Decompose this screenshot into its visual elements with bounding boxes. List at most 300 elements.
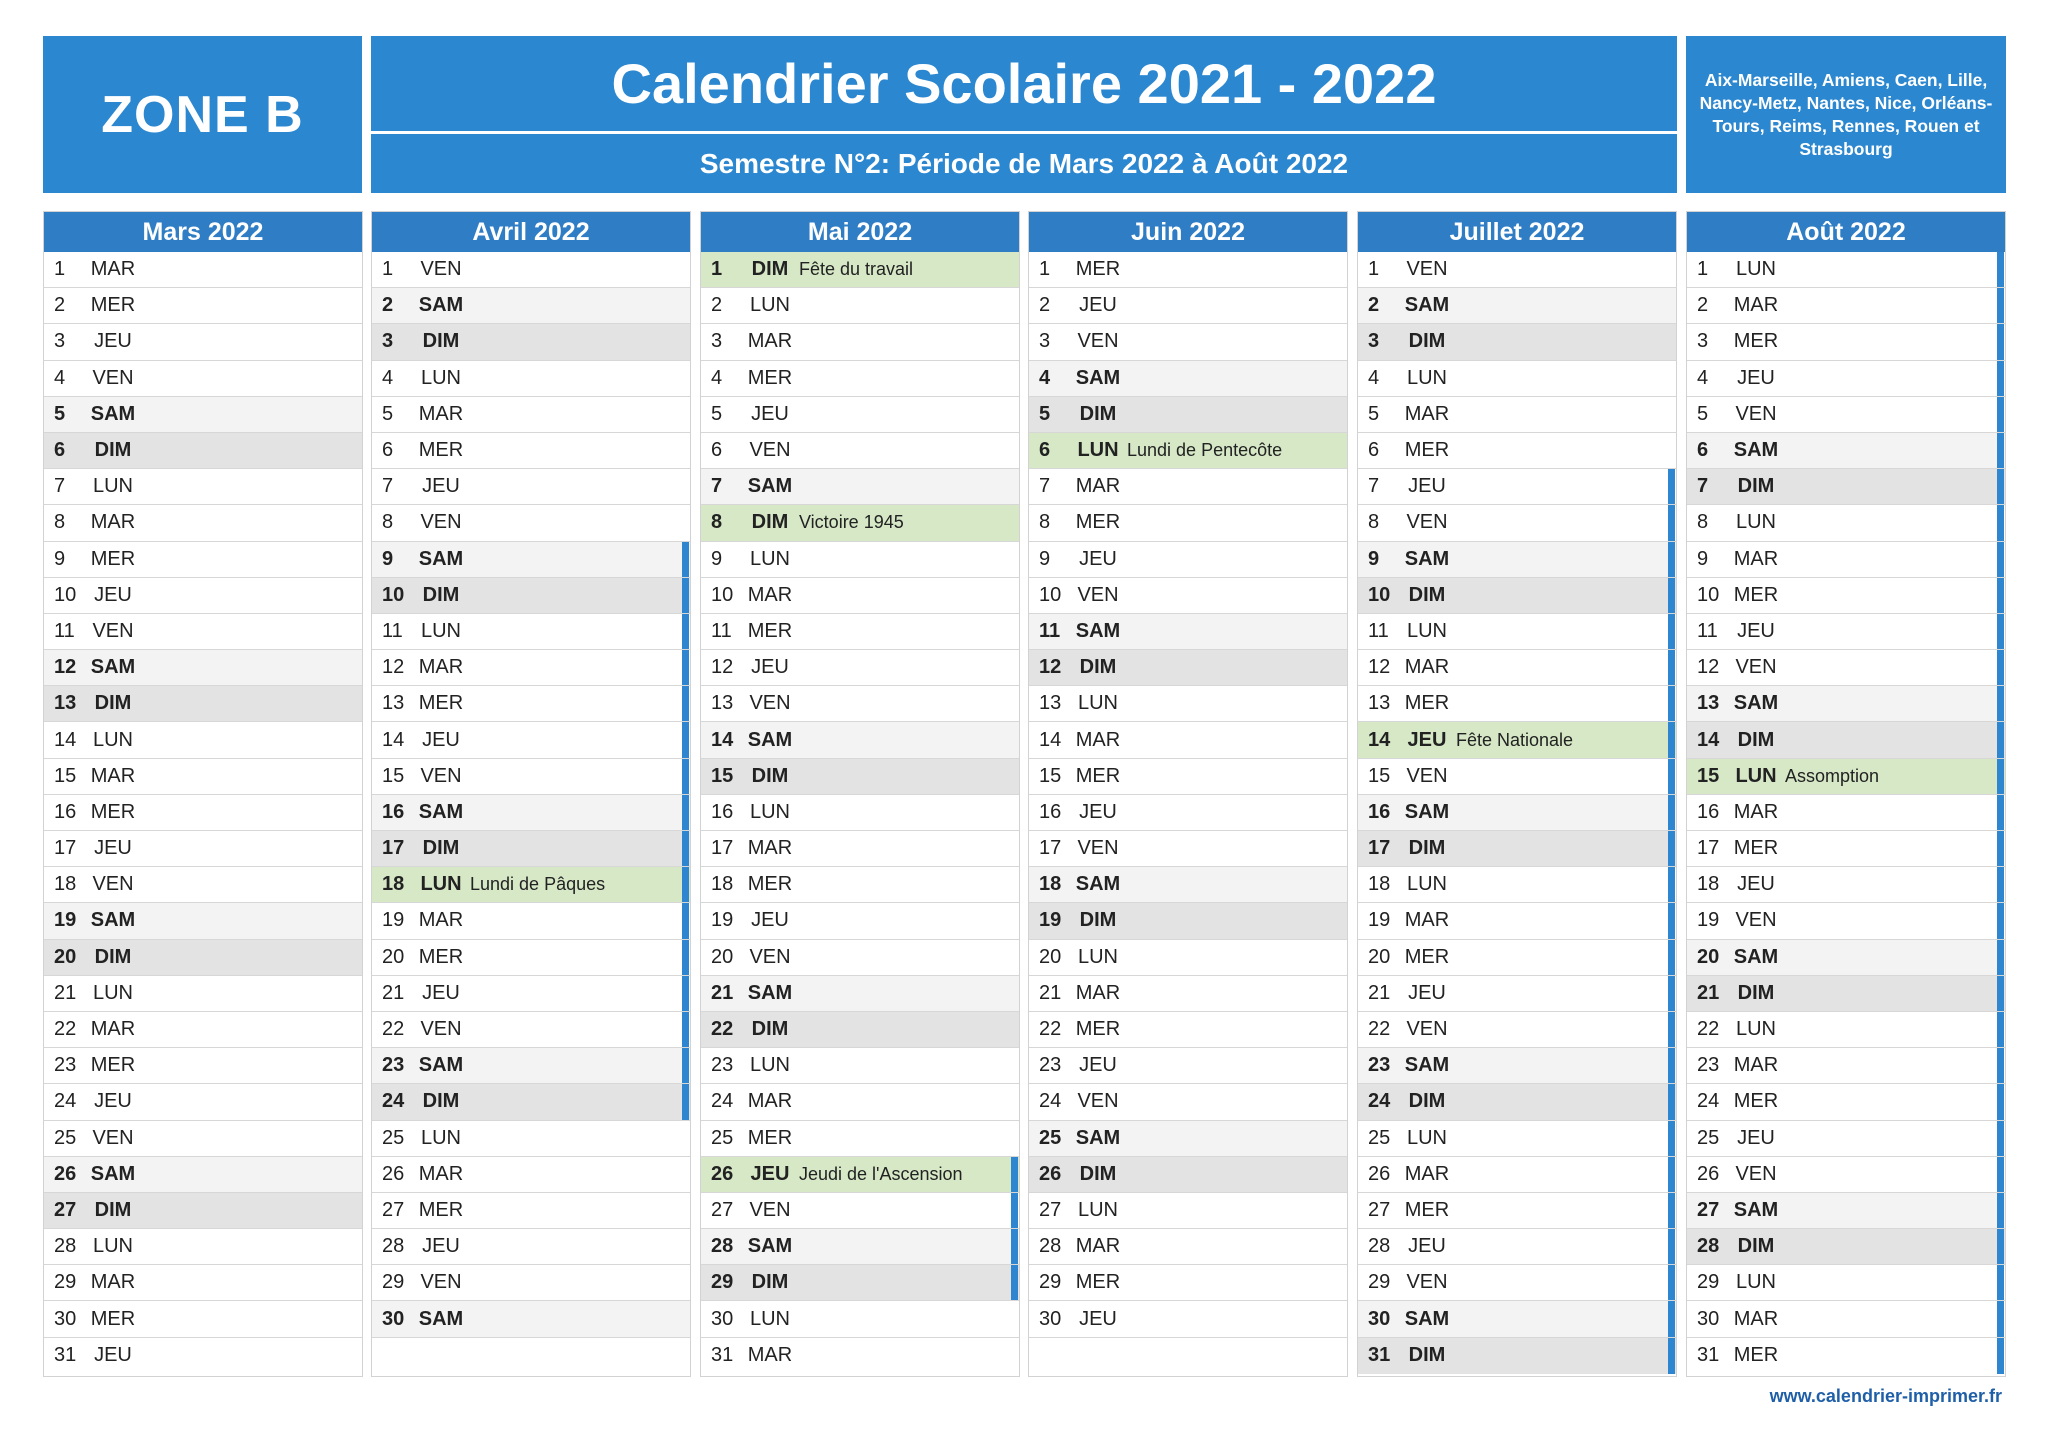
day-row: [1358, 433, 1676, 469]
day-row: [1029, 722, 1347, 758]
weekday-label: SAM: [1404, 294, 1450, 317]
day-row: [1687, 252, 2005, 288]
weekday-label: LUN: [749, 800, 790, 823]
day-row: [1358, 505, 1676, 541]
day-row: [1687, 759, 2005, 795]
day-number: 16: [1368, 800, 1391, 823]
weekday-label: LUN: [420, 619, 461, 642]
day-number: 22: [711, 1018, 734, 1041]
vacation-bar: [682, 903, 689, 938]
weekday-label: JEU: [751, 656, 789, 679]
weekday-label: MAR: [1733, 294, 1779, 317]
weekday-label: MAR: [418, 402, 464, 425]
day-number: 13: [382, 692, 405, 715]
day-number: 2: [711, 294, 723, 317]
vacation-bar: [682, 542, 689, 577]
day-number: 12: [1039, 656, 1062, 679]
day-row: [1029, 1157, 1347, 1193]
weekday-label: SAM: [747, 475, 793, 498]
weekday-label: JEU: [1079, 800, 1117, 823]
day-number: 21: [54, 981, 77, 1004]
vacation-bar: [682, 1084, 689, 1119]
weekday-label: DIM: [422, 837, 460, 860]
day-number: 9: [54, 547, 66, 570]
vacation-bar: [1997, 542, 2004, 577]
day-number: 24: [1368, 1090, 1391, 1113]
vacation-bar: [1668, 1265, 1675, 1300]
day-number: 15: [711, 764, 734, 787]
day-number: 14: [382, 728, 405, 751]
weekday-label: SAM: [1075, 1126, 1121, 1149]
month-header: Août 2022: [1687, 212, 2005, 252]
day-number: 13: [54, 692, 77, 715]
day-number: 21: [711, 981, 734, 1004]
day-number: 5: [1368, 402, 1380, 425]
vacation-bar: [1997, 795, 2004, 830]
day-row: [1029, 1265, 1347, 1301]
day-row: [44, 759, 362, 795]
page-subtitle: Semestre N°2: Période de Mars 2022 à Août 2022: [699, 147, 1349, 179]
weekday-label: MAR: [90, 1271, 136, 1294]
weekday-label: VEN: [92, 873, 134, 896]
vacation-bar: [1997, 469, 2004, 504]
weekday-label: JEU: [1737, 619, 1775, 642]
day-number: 24: [1039, 1090, 1062, 1113]
vacation-bar: [1668, 1048, 1675, 1083]
vacation-bar: [682, 686, 689, 721]
day-number: 1: [711, 258, 723, 281]
weekday-label: SAM: [418, 294, 464, 317]
day-number: 21: [1368, 981, 1391, 1004]
day-number: 27: [1039, 1198, 1062, 1221]
day-number: 17: [1697, 837, 1720, 860]
day-number: 3: [382, 330, 394, 353]
vacation-bar: [1668, 903, 1675, 938]
day-number: 29: [1697, 1271, 1720, 1294]
weekday-label: DIM: [1408, 1090, 1446, 1113]
weekday-label: MER: [1404, 945, 1450, 968]
day-row: [1029, 1048, 1347, 1084]
day-row: [372, 1157, 690, 1193]
day-row: [1358, 1012, 1676, 1048]
day-number: 10: [54, 583, 77, 606]
day-row: [44, 650, 362, 686]
day-number: 12: [54, 656, 77, 679]
day-row: [701, 397, 1019, 433]
day-row: [44, 614, 362, 650]
day-number: 9: [1039, 547, 1051, 570]
weekday-label: MAR: [1733, 547, 1779, 570]
weekday-label: MAR: [1404, 656, 1450, 679]
day-row: [44, 831, 362, 867]
day-row: [1358, 759, 1676, 795]
weekday-label: MAR: [1733, 1307, 1779, 1330]
weekday-label: MAR: [1075, 728, 1121, 751]
vacation-bar: [1997, 976, 2004, 1011]
day-row: [1358, 686, 1676, 722]
day-row: [1029, 759, 1347, 795]
page-title: Calendrier Scolaire 2021 - 2022: [371, 36, 1677, 134]
day-number: 30: [382, 1307, 405, 1330]
weekday-label: MAR: [90, 1018, 136, 1041]
day-row: [1358, 1193, 1676, 1229]
day-row: [372, 542, 690, 578]
day-row: [372, 831, 690, 867]
day-number: 18: [1039, 873, 1062, 896]
day-row: [1358, 542, 1676, 578]
day-number: 28: [1368, 1235, 1391, 1258]
day-number: 26: [1368, 1162, 1391, 1185]
day-number: 20: [1697, 945, 1720, 968]
weekday-label: MER: [1075, 764, 1121, 787]
day-row: [44, 976, 362, 1012]
day-number: 29: [711, 1271, 734, 1294]
vacation-bar: [682, 1048, 689, 1083]
day-row: [372, 1084, 690, 1120]
day-number: 11: [1368, 619, 1389, 642]
day-row: [1029, 324, 1347, 360]
weekday-label: SAM: [1733, 1198, 1779, 1221]
day-number: 13: [1368, 692, 1391, 715]
weekday-label: DIM: [1079, 1162, 1117, 1185]
vacation-bar: [1668, 614, 1675, 649]
weekday-label: MER: [90, 547, 136, 570]
weekday-label: JEU: [1408, 1235, 1446, 1258]
vacation-bar: [1997, 252, 2004, 287]
day-row: [701, 433, 1019, 469]
day-row: [44, 1265, 362, 1301]
day-number: 1: [54, 258, 66, 281]
day-row: [1358, 650, 1676, 686]
vacation-bar: [1668, 1338, 1675, 1374]
day-number: 16: [1039, 800, 1062, 823]
day-row: [1687, 650, 2005, 686]
day-row: [372, 433, 690, 469]
day-row: [372, 867, 690, 903]
vacation-bar: [1997, 940, 2004, 975]
day-number: 17: [382, 837, 405, 860]
weekday-label: SAM: [747, 1235, 793, 1258]
day-number: 22: [1039, 1018, 1062, 1041]
holiday-label: Fête du travail: [799, 259, 914, 280]
day-row: [44, 1301, 362, 1337]
holiday-label: Jeudi de l'Ascension: [799, 1163, 963, 1184]
weekday-label: DIM: [1079, 909, 1117, 932]
vacation-bar: [1997, 505, 2004, 540]
day-number: 9: [382, 547, 394, 570]
day-row: [701, 795, 1019, 831]
weekday-label: MAR: [418, 656, 464, 679]
day-row: [701, 288, 1019, 324]
vacation-bar: [1997, 433, 2004, 468]
weekday-label: MAR: [1733, 800, 1779, 823]
day-row: [1358, 397, 1676, 433]
weekday-label: VEN: [749, 439, 791, 462]
weekday-label: SAM: [418, 547, 464, 570]
weekday-label: LUN: [92, 981, 133, 1004]
day-number: 14: [1039, 728, 1062, 751]
day-row: [1358, 976, 1676, 1012]
weekday-label: SAM: [1404, 547, 1450, 570]
vacation-bar: [1011, 1193, 1018, 1228]
day-number: 15: [54, 764, 77, 787]
day-row: [44, 542, 362, 578]
weekday-label: LUN: [749, 1054, 790, 1077]
day-row: [1687, 433, 2005, 469]
weekday-label: JEU: [750, 1162, 790, 1185]
day-number: 7: [54, 475, 66, 498]
day-row: [44, 1048, 362, 1084]
vacation-bar: [1668, 542, 1675, 577]
weekday-label: JEU: [1737, 366, 1775, 389]
day-number: 4: [1039, 366, 1051, 389]
weekday-label: JEU: [1079, 1054, 1117, 1077]
weekday-label: LUN: [1406, 366, 1447, 389]
month-column: [43, 211, 363, 1377]
day-number: 15: [382, 764, 405, 787]
day-row: [1029, 1084, 1347, 1120]
weekday-label: JEU: [422, 981, 460, 1004]
day-row: [1029, 1301, 1347, 1337]
day-number: 26: [382, 1162, 405, 1185]
weekday-label: MAR: [418, 1162, 464, 1185]
weekday-label: VEN: [1406, 1018, 1448, 1041]
weekday-label: SAM: [1404, 800, 1450, 823]
day-number: 24: [1697, 1090, 1720, 1113]
weekday-label: MER: [418, 439, 464, 462]
day-row: [372, 505, 690, 541]
weekday-label: JEU: [1408, 475, 1446, 498]
vacation-bar: [682, 940, 689, 975]
weekday-label: LUN: [1735, 258, 1776, 281]
day-number: 6: [1039, 439, 1051, 462]
day-row: [44, 1157, 362, 1193]
vacation-bar: [1997, 1121, 2004, 1156]
day-row: [1687, 614, 2005, 650]
day-number: 23: [711, 1054, 734, 1077]
vacation-bar: [1997, 650, 2004, 685]
weekday-label: SAM: [1075, 873, 1121, 896]
day-number: 1: [1697, 258, 1709, 281]
day-number: 13: [1697, 692, 1720, 715]
month-header: Juin 2022: [1029, 212, 1347, 252]
vacation-bar: [1997, 1301, 2004, 1336]
weekday-label: VEN: [1077, 1090, 1119, 1113]
day-row: [1687, 867, 2005, 903]
vacation-bar: [1668, 1121, 1675, 1156]
weekday-label: MER: [747, 619, 793, 642]
day-number: 28: [1039, 1235, 1062, 1258]
vacation-bar: [1011, 1265, 1018, 1300]
day-number: 8: [1697, 511, 1709, 534]
day-number: 31: [54, 1344, 77, 1367]
day-number: 5: [711, 402, 723, 425]
day-row: [372, 397, 690, 433]
day-number: 6: [711, 439, 723, 462]
day-number: 10: [1039, 583, 1062, 606]
day-row: [701, 1301, 1019, 1337]
day-row: [1029, 397, 1347, 433]
holiday-label: Fête Nationale: [1456, 729, 1574, 750]
day-number: 16: [1697, 800, 1720, 823]
day-row: [372, 469, 690, 505]
weekday-label: VEN: [1735, 402, 1777, 425]
weekday-label: MER: [418, 1198, 464, 1221]
weekday-label: SAM: [747, 728, 793, 751]
month-header: Avril 2022: [372, 212, 690, 252]
day-number: 2: [1368, 294, 1380, 317]
vacation-bar: [1668, 867, 1675, 902]
weekday-label: MER: [747, 366, 793, 389]
weekday-label: MAR: [1733, 1054, 1779, 1077]
day-number: 9: [711, 547, 723, 570]
vacation-bar: [682, 759, 689, 794]
vacation-bar: [1011, 1157, 1018, 1192]
weekday-label: SAM: [1733, 692, 1779, 715]
weekday-label: DIM: [1737, 1235, 1775, 1258]
day-row: [44, 1229, 362, 1265]
day-row: [1687, 1012, 2005, 1048]
day-number: 13: [711, 692, 734, 715]
weekday-label: MAR: [1075, 475, 1121, 498]
day-number: 25: [54, 1126, 77, 1149]
day-row: [372, 940, 690, 976]
day-row: [44, 1012, 362, 1048]
day-row: [1687, 831, 2005, 867]
vacation-bar: [682, 578, 689, 613]
day-number: 16: [382, 800, 405, 823]
day-number: 27: [711, 1198, 734, 1221]
day-row: [1687, 1338, 2005, 1374]
weekday-label: VEN: [749, 1198, 791, 1221]
vacation-bar: [1997, 1338, 2004, 1374]
day-number: 9: [1368, 547, 1380, 570]
weekday-label: SAM: [418, 800, 464, 823]
day-row: [701, 1229, 1019, 1265]
weekday-label: LUN: [749, 1307, 790, 1330]
day-row: [1029, 1229, 1347, 1265]
day-number: 6: [1697, 439, 1709, 462]
vacation-bar: [1997, 1048, 2004, 1083]
weekday-label: DIM: [94, 692, 132, 715]
weekday-label: JEU: [422, 475, 460, 498]
day-number: 28: [1697, 1235, 1720, 1258]
day-number: 22: [54, 1018, 77, 1041]
day-number: 19: [1039, 909, 1062, 932]
day-row: [1687, 1193, 2005, 1229]
day-row: [1687, 1084, 2005, 1120]
vacation-bar: [1668, 469, 1675, 504]
day-row: [701, 976, 1019, 1012]
day-row: [1029, 1193, 1347, 1229]
weekday-label: MER: [1733, 583, 1779, 606]
day-number: 27: [1697, 1198, 1720, 1221]
day-number: 11: [711, 619, 732, 642]
vacation-bar: [1997, 1084, 2004, 1119]
day-row: [44, 288, 362, 324]
day-number: 30: [1368, 1307, 1391, 1330]
weekday-label: VEN: [1406, 258, 1448, 281]
vacation-bar: [1997, 722, 2004, 757]
weekday-label: MER: [90, 1054, 136, 1077]
day-number: 23: [1368, 1054, 1391, 1077]
weekday-label: VEN: [749, 945, 791, 968]
vacation-bar: [1668, 1012, 1675, 1047]
weekday-label: VEN: [92, 366, 134, 389]
day-row: [372, 686, 690, 722]
day-row: [1358, 469, 1676, 505]
day-number: 6: [382, 439, 394, 462]
day-row: [1358, 1157, 1676, 1193]
day-number: 8: [1039, 511, 1051, 534]
day-number: 17: [1039, 837, 1062, 860]
weekday-label: SAM: [90, 909, 136, 932]
day-number: 12: [1368, 656, 1391, 679]
weekday-label: VEN: [1406, 511, 1448, 534]
weekday-label: MER: [1075, 1018, 1121, 1041]
day-number: 20: [54, 945, 77, 968]
day-row: [44, 505, 362, 541]
weekday-label: SAM: [418, 1054, 464, 1077]
vacation-bar: [1668, 940, 1675, 975]
day-number: 25: [382, 1126, 405, 1149]
day-row: [1358, 1121, 1676, 1157]
day-number: 14: [711, 728, 734, 751]
vacation-bar: [1668, 1084, 1675, 1119]
day-number: 30: [1697, 1307, 1720, 1330]
day-row: [1358, 1265, 1676, 1301]
day-number: 7: [382, 475, 394, 498]
weekday-label: MAR: [747, 837, 793, 860]
day-number: 23: [1697, 1054, 1720, 1077]
vacation-bar: [1668, 1229, 1675, 1264]
footer-url[interactable]: www.calendrier-imprimer.fr: [1769, 1386, 2002, 1406]
day-row: [1687, 722, 2005, 758]
day-number: 2: [382, 294, 394, 317]
day-number: 7: [1039, 475, 1051, 498]
weekday-label: VEN: [420, 1018, 462, 1041]
day-row: [701, 903, 1019, 939]
weekday-label: VEN: [420, 511, 462, 534]
day-row: [372, 614, 690, 650]
day-row: [1358, 324, 1676, 360]
vacation-bar: [1997, 578, 2004, 613]
weekday-label: LUN: [1406, 1126, 1447, 1149]
weekday-label: LUN: [92, 475, 133, 498]
day-row: [1687, 940, 2005, 976]
weekday-label: DIM: [422, 1090, 460, 1113]
day-row: [372, 1301, 690, 1337]
day-row: [1029, 361, 1347, 397]
day-row: [1358, 903, 1676, 939]
day-row: [44, 578, 362, 614]
day-number: 9: [1697, 547, 1709, 570]
day-number: 14: [1697, 728, 1720, 751]
day-number: 19: [1697, 909, 1720, 932]
day-row: [701, 831, 1019, 867]
day-row: [1358, 578, 1676, 614]
weekday-label: DIM: [422, 583, 460, 606]
day-number: 25: [1368, 1126, 1391, 1149]
vacation-bar: [1997, 759, 2004, 794]
weekday-label: MER: [1404, 692, 1450, 715]
vacation-bar: [1668, 831, 1675, 866]
day-row: [44, 940, 362, 976]
weekday-label: SAM: [90, 1162, 136, 1185]
vacation-bar: [1668, 650, 1675, 685]
weekday-label: DIM: [1737, 728, 1775, 751]
day-number: 21: [1039, 981, 1062, 1004]
